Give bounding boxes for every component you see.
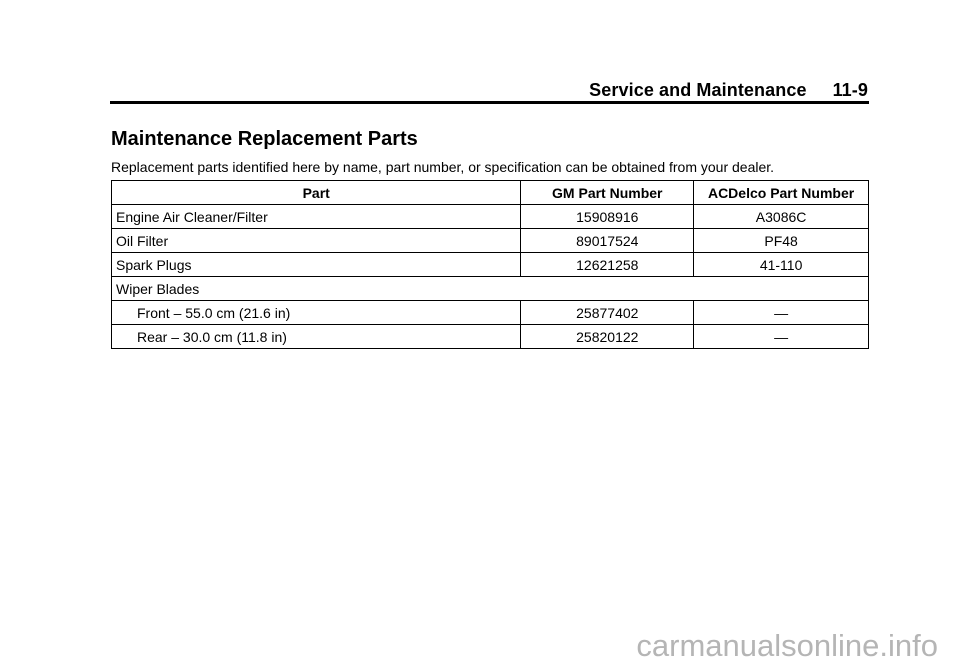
table-row [112, 301, 869, 325]
intro-text: Replacement parts identified here by name, part number, or specification can be obtained from your dealer. [111, 159, 775, 175]
part-name: Engine Air Cleaner/Filter [112, 205, 521, 229]
running-header [589, 80, 868, 101]
acdelco-part-number: 41-110 [694, 253, 869, 277]
acdelco-part-number: — [694, 301, 869, 325]
section-title: Maintenance Replacement Parts [111, 128, 418, 150]
gm-part-number: 12621258 [521, 253, 694, 277]
table-row [112, 229, 869, 253]
col-header-acdelco-part-number: ACDelco Part Number [694, 181, 869, 205]
table-header-row [112, 181, 869, 205]
gm-part-number: 15908916 [521, 205, 694, 229]
table-row [112, 253, 869, 277]
part-name: Spark Plugs [112, 253, 521, 277]
section-name: Service and Maintenance [589, 80, 807, 100]
table-row [112, 325, 869, 349]
part-name: Oil Filter [112, 229, 521, 253]
gm-part-number: 25820122 [521, 325, 694, 349]
gm-part-number: 25877402 [521, 301, 694, 325]
table-group-row [112, 277, 869, 301]
parts-table [111, 180, 869, 349]
acdelco-part-number: PF48 [694, 229, 869, 253]
part-name: Front – 55.0 cm (21.6 in) [112, 301, 521, 325]
acdelco-part-number: — [694, 325, 869, 349]
acdelco-part-number: A3086C [694, 205, 869, 229]
gm-part-number: 89017524 [521, 229, 694, 253]
header-rule [110, 101, 869, 104]
part-group-name: Wiper Blades [112, 277, 869, 301]
table-row [112, 205, 869, 229]
col-header-gm-part-number: GM Part Number [521, 181, 694, 205]
part-name: Rear – 30.0 cm (11.8 in) [112, 325, 521, 349]
watermark: carmanualsonline.info [636, 628, 938, 663]
page-number: 11-9 [832, 80, 868, 100]
col-header-part: Part [112, 181, 521, 205]
